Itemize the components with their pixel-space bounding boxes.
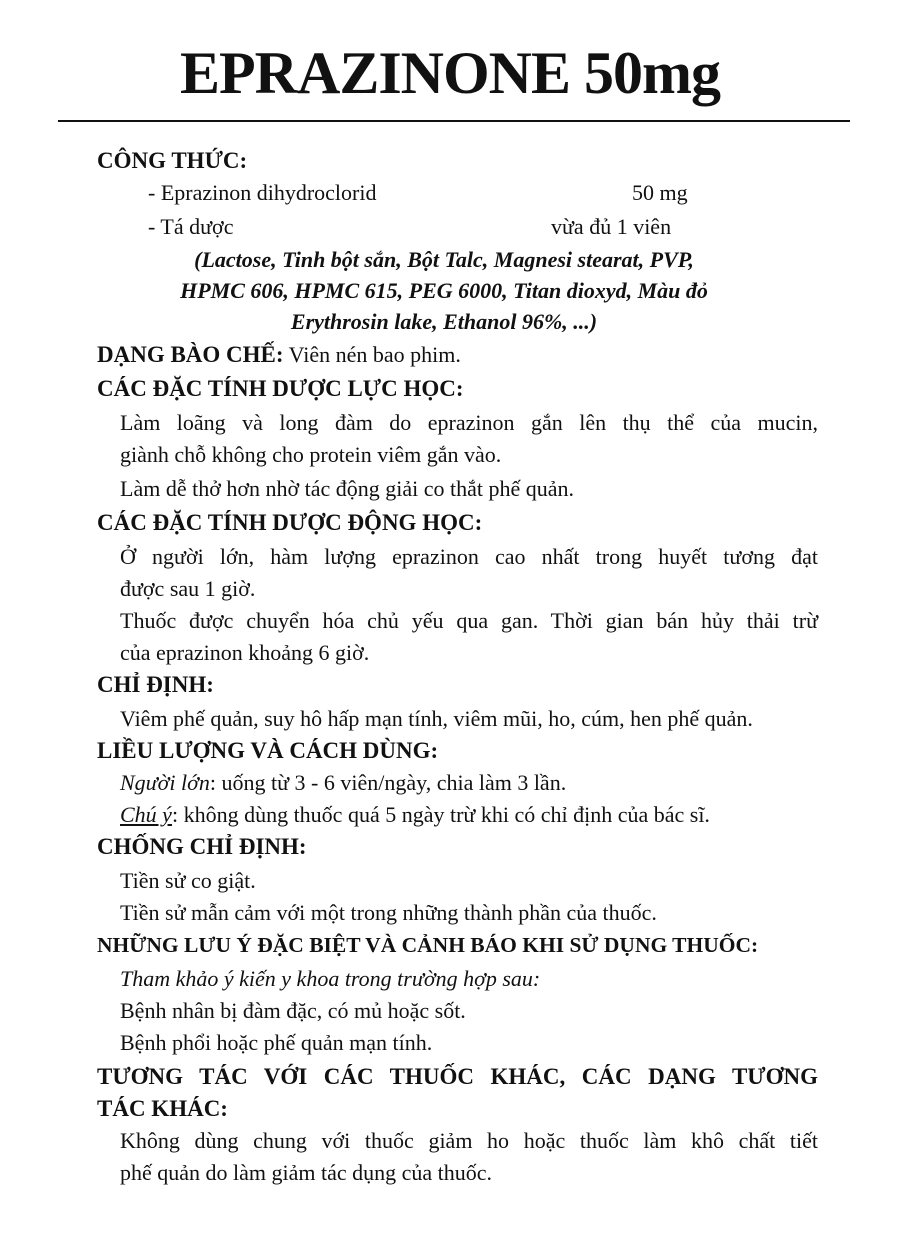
heading-dang-bao-che: DẠNG BÀO CHẾ: — [97, 342, 284, 367]
tuong-tac-line2: phế quản do làm giảm tác dụng của thuốc. — [120, 1160, 493, 1185]
formula-item-active-amount: 50 mg — [632, 180, 688, 205]
adult-dosage-text: : uống từ 3 - 6 viên/ngày, chia làm 3 lần. — [209, 770, 567, 795]
heading-tuong-tac-line2: TÁC KHÁC: — [97, 1096, 228, 1121]
duoc-luc-hoc-p1-line2: giành chỗ không cho protein viêm gắn vào. — [120, 442, 502, 467]
duoc-dong-hoc-p2-line2: của eprazinon khoảng 6 giờ. — [120, 640, 370, 665]
formula-item-excipient-name: - Tá dược — [148, 214, 234, 239]
duoc-dong-hoc-p1-line2: được sau 1 giờ. — [120, 576, 256, 601]
heading-chong-chi-dinh: CHỐNG CHỈ ĐỊNH: — [97, 834, 307, 859]
heading-cong-thuc: CÔNG THỨC: — [97, 148, 248, 173]
excipients-line-3: Erythrosin lake, Ethanol 96%, ...) — [290, 309, 598, 334]
excipients-line-1: (Lactose, Tinh bột sắn, Bột Talc, Magnesi stearat, PVP, — [194, 247, 694, 272]
heading-tuong-tac-line1: TƯƠNG TÁC VỚI CÁC THUỐC KHÁC, CÁC DẠNG TƯƠNG — [97, 1064, 818, 1089]
document-title: EPRAZINONE 50mg — [179, 40, 721, 106]
heading-duoc-dong-hoc: CÁC ĐẶC TÍNH DƯỢC ĐỘNG HỌC: — [97, 510, 483, 535]
dang-bao-che-text: Viên nén bao phim. — [288, 342, 461, 367]
note-text: : không dùng thuốc quá 5 ngày trừ khi có chỉ định của bác sĩ. — [171, 802, 710, 827]
duoc-dong-hoc-p1-line1: Ở người lớn, hàm lượng eprazinon cao nhất trong huyết tương đạt — [120, 544, 818, 569]
luu-y-intro: Tham khảo ý kiến y khoa trong trường hợp sau: — [120, 966, 541, 991]
duoc-dong-hoc-p2-line1: Thuốc được chuyển hóa chủ yếu qua gan. Thời gian bán hủy thải trừ — [120, 608, 818, 633]
formula-item-excipient-amount: vừa đủ 1 viên — [551, 214, 672, 239]
luu-y-line1: Bệnh nhân bị đàm đặc, có mủ hoặc sốt. — [120, 998, 466, 1023]
tuong-tac-line1: Không dùng chung với thuốc giảm ho hoặc thuốc làm khô chất tiết — [120, 1128, 818, 1153]
chong-chi-dinh-line1: Tiền sử co giật. — [120, 868, 256, 893]
heading-luu-y: NHỮNG LƯU Ý ĐẶC BIỆT VÀ CẢNH BÁO KHI SỬ DỤNG THUỐC: — [97, 933, 759, 957]
title-divider — [58, 120, 850, 122]
lieu-luong-note-row — [120, 800, 710, 830]
heading-duoc-luc-hoc: CÁC ĐẶC TÍNH DƯỢC LỰC HỌC: — [97, 376, 464, 401]
heading-lieu-luong: LIỀU LƯỢNG VÀ CÁCH DÙNG: — [97, 738, 439, 763]
lieu-luong-adult-row — [120, 768, 566, 798]
note-label: Chú ý — [120, 802, 172, 827]
chi-dinh-text: Viêm phế quản, suy hô hấp mạn tính, viêm mũi, ho, cúm, hen phế quản. — [120, 706, 753, 731]
duoc-luc-hoc-p1-line1: Làm loãng và long đàm do eprazinon gắn lên thụ thể của mucin, — [120, 410, 818, 435]
chong-chi-dinh-line2: Tiền sử mẫn cảm với một trong những thành phần của thuốc. — [120, 900, 657, 925]
luu-y-line2: Bệnh phổi hoặc phế quản mạn tính. — [120, 1030, 433, 1055]
duoc-luc-hoc-p2: Làm dễ thở hơn nhờ tác động giải co thắt phế quản. — [120, 476, 575, 501]
adult-label: Người lớn — [120, 770, 210, 795]
dang-bao-che-row — [97, 340, 461, 370]
heading-chi-dinh: CHỈ ĐỊNH: — [97, 672, 214, 697]
formula-item-active-name: - Eprazinon dihydroclorid — [148, 180, 377, 205]
excipients-line-2: HPMC 606, HPMC 615, PEG 6000, Titan dioxyd, Màu đỏ — [180, 278, 708, 303]
